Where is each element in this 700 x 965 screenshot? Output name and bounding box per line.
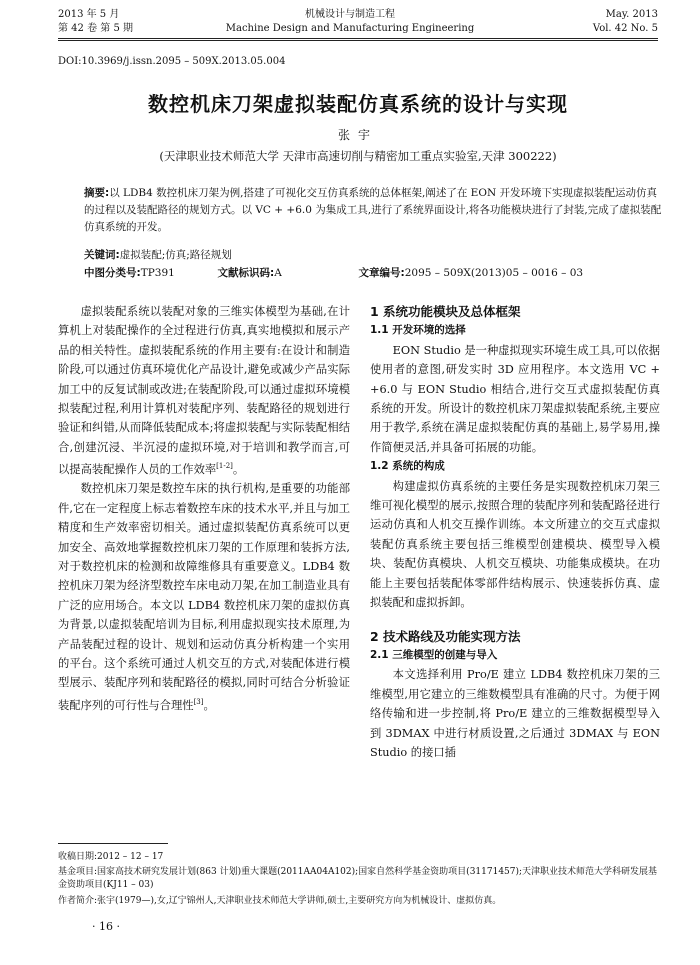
header-issue-date: 2013 年 5 月 <box>58 9 120 20</box>
header-date-en: May. 2013 <box>605 9 658 20</box>
citation-ref: [1-2] <box>216 462 233 471</box>
clc-label: 中图分类号: <box>84 267 141 279</box>
section-1-1-heading: 1.1 开发环境的选择 <box>370 324 466 337</box>
paragraph-text: 数控机床刀架是数控车床的执行机构,是重要的功能部件,它在一定程度上标志着数控车床的技术水平,并且与加工精度和生产效率密切相关。通过虚拟装配仿真系统可以更加安全、高效地掌握数控机床刀架的工作原理和装拆方法,对于数控机床的检测和故障维修具有重要意义。LDB4 数控机床刀架为经济型数控车床电动刀架,在加工制造业具有广泛的应用场合。本文以 LDB4 数控机床刀架的虚拟仿真为背景,以虚拟装配培训为目标,利用虚拟现实技术原理,为产品装配过程的设计、规划和运动仿真分析构建一个实用的平台。这个系统可通过人机交互的方式,对装配体进行模型展示、装配序列和装配路径的模拟,同时可结合分析验证装配序列的可行性与合理性 <box>58 482 350 712</box>
keywords-label: 关键词: <box>84 249 120 261</box>
section-1-2-heading: 1.2 系统的构成 <box>370 460 445 473</box>
doc-code-value: A <box>274 267 282 279</box>
paragraph-end: 。 <box>232 463 245 477</box>
section-1-heading: 1 系统功能模块及总体框架 <box>370 304 521 319</box>
paragraph-intro-1 <box>58 302 350 479</box>
paragraph-end: 。 <box>203 698 215 712</box>
section-2-1-heading: 2.1 三维模型的创建与导入 <box>370 648 498 661</box>
doi: DOI:10.3969/j.issn.2095 – 509X.2013.05.004 <box>58 56 286 67</box>
keywords-text: 虚拟装配;仿真;路径规划 <box>119 249 232 261</box>
header-rule <box>58 38 658 39</box>
header-rule-2 <box>58 40 658 41</box>
header-journal-en: Machine Design and Manufacturing Engineering <box>225 23 475 34</box>
citation-ref: [3] <box>193 697 204 706</box>
classification-line <box>84 265 664 280</box>
left-column <box>58 302 350 715</box>
footnote-fund: 基金项目:国家高技术研究发展计划(863 计划)重大课题(2011AA04A102);国家自然科学基金资助项目(31171457);天津职业技术师范大学科研发展基金资助项目(KJ11 – 03) <box>58 867 658 890</box>
paper-title: 数控机床刀架虚拟装配仿真系统的设计与实现 <box>148 92 568 116</box>
right-column <box>370 302 660 762</box>
header-journal-cn: 机械设计与制造工程 <box>305 9 395 20</box>
keywords <box>84 247 232 262</box>
abstract-label: 摘要: <box>84 187 110 199</box>
paragraph-2-1: 本文选择利用 Pro/E 建立 LDB4 数控机床刀架的三维模型,用它建立的三维数模型具有准确的尺寸。为便于网络传输和进一步控制,将 Pro/E 建立的三维数据模型导入到 3DMAX 中进行材质设置,之后通过 3DMAX 与 EON Studio 的接口插 <box>370 668 660 759</box>
clc-value: TP391 <box>140 267 175 279</box>
abstract-text: 以 LDB4 数控机床刀架为例,搭建了可视化交互仿真系统的总体框架,阐述了在 EON 开发环境下实现虚拟装配运动仿真的过程以及装配路径的规划方式。以 VC + +6.0 为集成工具,进行了系统界面设计,将各功能模块进行了封装,完成了虚拟装配仿真系统的开发。 <box>84 187 662 233</box>
article-no-label: 文章编号: <box>358 267 405 279</box>
paragraph-intro-2 <box>58 479 350 715</box>
doc-code-label: 文献标识码: <box>217 267 275 279</box>
affiliation: (天津职业技术师范大学 天津市高速切削与精密加工重点实验室,天津 300222) <box>159 149 557 163</box>
footnote-rule <box>58 843 168 844</box>
header-volume: 第 42 卷 第 5 期 <box>58 23 133 34</box>
abstract <box>84 185 664 236</box>
article-no-value: 2095 – 509X(2013)05 – 0016 – 03 <box>404 267 584 279</box>
paragraph-1-1: EON Studio 是一种虚拟现实环境生成工具,可以依据使用者的意图,研发实时 3D 应用程序。本文选用 VC + +6.0 与 EON Studio 相结合,进行交互式虚拟装配仿真系统的开发。所设计的数控机床刀架虚拟装配系统,主要应用于教学,系统在满足虚拟装配仿真的基础上,易学易用,操作简便灵活,并具备可拓展的功能。 <box>370 343 661 454</box>
page-number: · 16 · <box>92 920 120 933</box>
footnote-bio: 作者简介:张宇(1979—),女,辽宁锦州人,天津职业技术师范大学讲师,硕士,主要研究方向为机械设计、虚拟仿真。 <box>58 896 502 906</box>
section-2-heading: 2 技术路线及功能实现方法 <box>370 628 521 644</box>
header-vol-en: Vol. 42 No. 5 <box>592 23 658 34</box>
author: 张宇 <box>337 128 378 142</box>
paragraph-1-2: 构建虚拟仿真系统的主要任务是实现数控机床刀架三维可视化模型的展示,按照合理的装配序列和装配路径进行运动仿真和人机交互操作训练。本文所建立的交互式虚拟装配仿真系统主要包括三维模型创建模块、模型导入模块、装配仿真模块、人机交互模块、功能集成模块。在功能上主要包括装配体零部件结构展示、快速装拆仿真、虚拟装配和虚拟拆卸。 <box>370 479 660 610</box>
paragraph-text: 虚拟装配系统以装配对象的三维实体模型为基础,在计算机上对装配操作的全过程进行仿真,真实地模拟和展示产品的相关特性。虚拟装配系统的作用主要有:在设计和制造阶段,可以通过仿真环境优化产品设计,避免或减少产品实际加工中的反复试制或改进;在装配阶段,可以通过虚拟环境模拟装配过程,利用计算机对装配序列、装配路径的规划进行验证和纠错,从而降低装配成本;将虚拟装配与实际装配相结合,创建沉浸、半沉浸的虚拟环境,对于培训和教学而言,可以提高装配操作人员的工作效率 <box>58 305 350 477</box>
footnote-received: 收稿日期:2012 – 12 – 17 <box>58 852 164 862</box>
